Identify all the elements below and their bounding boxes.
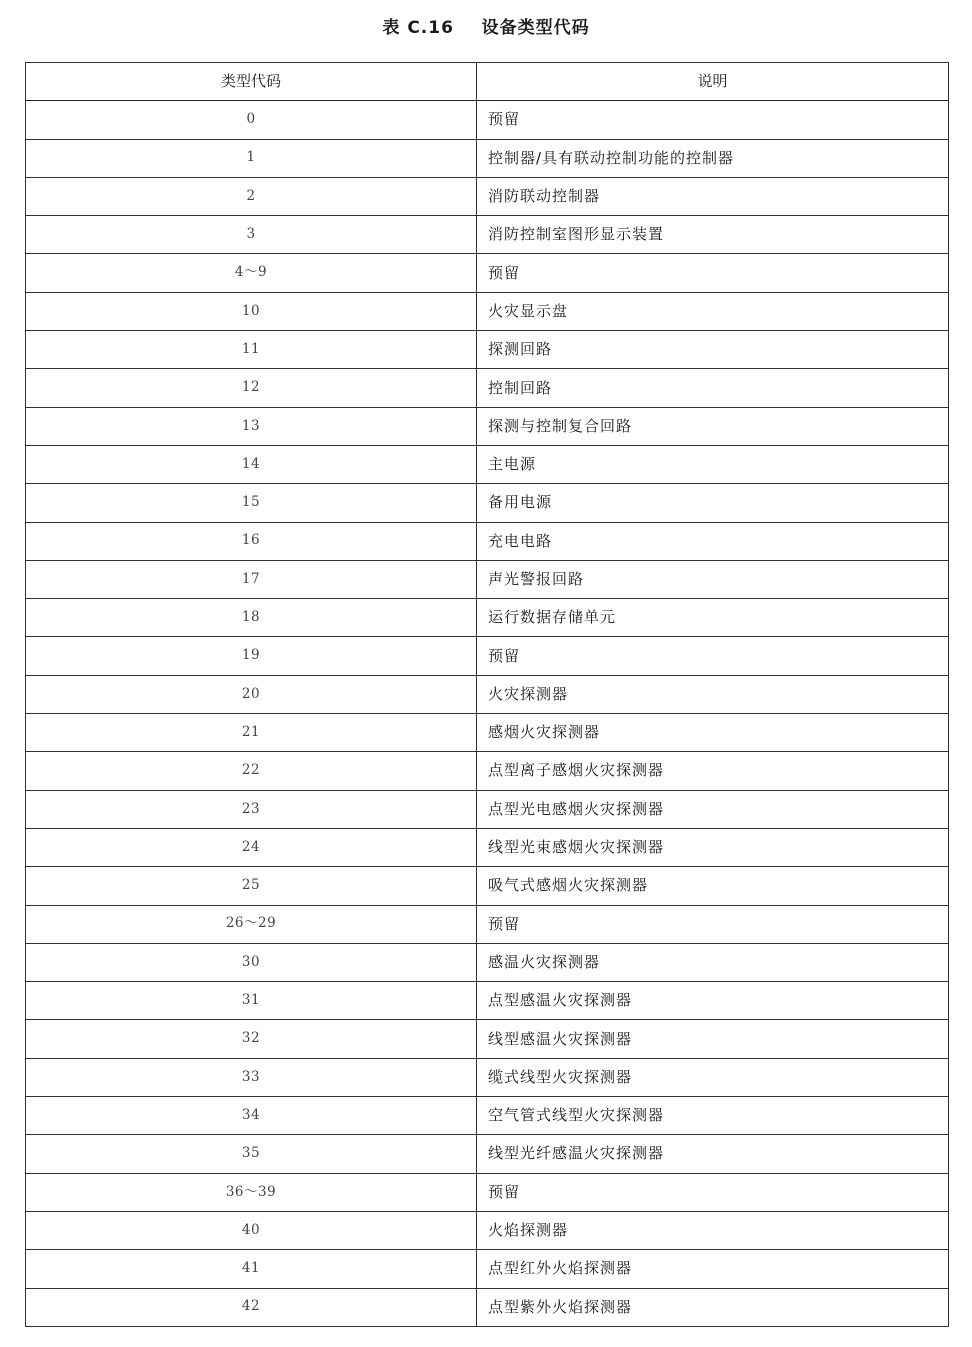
description-cell: 预留	[477, 637, 949, 675]
table-row	[26, 752, 949, 790]
table-row	[26, 943, 949, 981]
type-code-cell: 24	[26, 828, 477, 866]
type-code-cell: 20	[26, 675, 477, 713]
type-code-cell: 12	[26, 369, 477, 407]
type-code-cell: 11	[26, 331, 477, 369]
header-description: 说明	[477, 63, 949, 101]
type-code-cell: 26～29	[26, 905, 477, 943]
type-code-cell: 30	[26, 943, 477, 981]
description-cell: 空气管式线型火灾探测器	[477, 1097, 949, 1135]
description-cell: 线型光纤感温火灾探测器	[477, 1135, 949, 1173]
table-header-row	[26, 63, 949, 101]
description-cell: 消防联动控制器	[477, 177, 949, 215]
description-cell: 火灾探测器	[477, 675, 949, 713]
description-cell: 声光警报回路	[477, 560, 949, 598]
description-cell: 主电源	[477, 445, 949, 483]
description-cell: 点型光电感烟火灾探测器	[477, 790, 949, 828]
table-row	[26, 1097, 949, 1135]
type-code-cell: 42	[26, 1288, 477, 1326]
description-cell: 点型红外火焰探测器	[477, 1250, 949, 1288]
type-code-cell: 32	[26, 1020, 477, 1058]
table-row	[26, 675, 949, 713]
description-cell: 备用电源	[477, 484, 949, 522]
description-cell: 火灾显示盘	[477, 292, 949, 330]
type-code-cell: 18	[26, 599, 477, 637]
description-cell: 线型感温火灾探测器	[477, 1020, 949, 1058]
description-cell: 探测回路	[477, 331, 949, 369]
type-code-cell: 31	[26, 982, 477, 1020]
table-row	[26, 177, 949, 215]
table-row	[26, 1058, 949, 1096]
type-code-cell: 36～39	[26, 1173, 477, 1211]
type-code-cell: 25	[26, 867, 477, 905]
type-code-cell: 40	[26, 1211, 477, 1249]
table-body	[26, 101, 949, 1327]
type-code-cell: 17	[26, 560, 477, 598]
description-cell: 缆式线型火灾探测器	[477, 1058, 949, 1096]
description-cell: 运行数据存储单元	[477, 599, 949, 637]
table-caption: 表 C.16 设备类型代码	[382, 18, 590, 38]
type-code-cell: 23	[26, 790, 477, 828]
description-cell: 探测与控制复合回路	[477, 407, 949, 445]
type-code-cell: 0	[26, 101, 477, 139]
type-code-cell: 1	[26, 139, 477, 177]
type-code-cell: 22	[26, 752, 477, 790]
description-cell: 预留	[477, 905, 949, 943]
table-row	[26, 790, 949, 828]
type-code-cell: 2	[26, 177, 477, 215]
description-cell: 消防控制室图形显示装置	[477, 216, 949, 254]
description-cell: 控制回路	[477, 369, 949, 407]
type-code-cell: 14	[26, 445, 477, 483]
type-code-cell: 3	[26, 216, 477, 254]
type-code-cell: 33	[26, 1058, 477, 1096]
type-code-cell: 4～9	[26, 254, 477, 292]
description-cell: 点型感温火灾探测器	[477, 982, 949, 1020]
table-row	[26, 1020, 949, 1058]
description-cell: 点型离子感烟火灾探测器	[477, 752, 949, 790]
table-row	[26, 1211, 949, 1249]
table-row	[26, 560, 949, 598]
type-code-cell: 10	[26, 292, 477, 330]
type-code-cell: 19	[26, 637, 477, 675]
description-cell: 充电电路	[477, 522, 949, 560]
table-row	[26, 867, 949, 905]
table-row	[26, 1135, 949, 1173]
table-row	[26, 331, 949, 369]
table-row	[26, 522, 949, 560]
table-row	[26, 369, 949, 407]
type-code-cell: 35	[26, 1135, 477, 1173]
table-row	[26, 828, 949, 866]
device-type-code-table	[25, 62, 949, 1327]
table-row	[26, 599, 949, 637]
table-row	[26, 905, 949, 943]
table-row	[26, 714, 949, 752]
table-row	[26, 139, 949, 177]
table-row	[26, 1288, 949, 1326]
type-code-cell: 34	[26, 1097, 477, 1135]
description-cell: 控制器/具有联动控制功能的控制器	[477, 139, 949, 177]
description-cell: 火焰探测器	[477, 1211, 949, 1249]
table-row	[26, 407, 949, 445]
table-row	[26, 445, 949, 483]
description-cell: 预留	[477, 1173, 949, 1211]
description-cell: 吸气式感烟火灾探测器	[477, 867, 949, 905]
description-cell: 感温火灾探测器	[477, 943, 949, 981]
description-cell: 预留	[477, 254, 949, 292]
type-code-cell: 16	[26, 522, 477, 560]
table-row	[26, 1173, 949, 1211]
description-cell: 预留	[477, 101, 949, 139]
table-row	[26, 982, 949, 1020]
type-code-cell: 13	[26, 407, 477, 445]
table-row	[26, 637, 949, 675]
description-cell: 感烟火灾探测器	[477, 714, 949, 752]
description-cell: 线型光束感烟火灾探测器	[477, 828, 949, 866]
table-row	[26, 101, 949, 139]
type-code-cell: 15	[26, 484, 477, 522]
description-cell: 点型紫外火焰探测器	[477, 1288, 949, 1326]
type-code-cell: 21	[26, 714, 477, 752]
table-row	[26, 292, 949, 330]
table-row	[26, 254, 949, 292]
header-type-code: 类型代码	[26, 63, 477, 101]
type-code-cell: 41	[26, 1250, 477, 1288]
table-row	[26, 484, 949, 522]
table-row	[26, 1250, 949, 1288]
table-row	[26, 216, 949, 254]
